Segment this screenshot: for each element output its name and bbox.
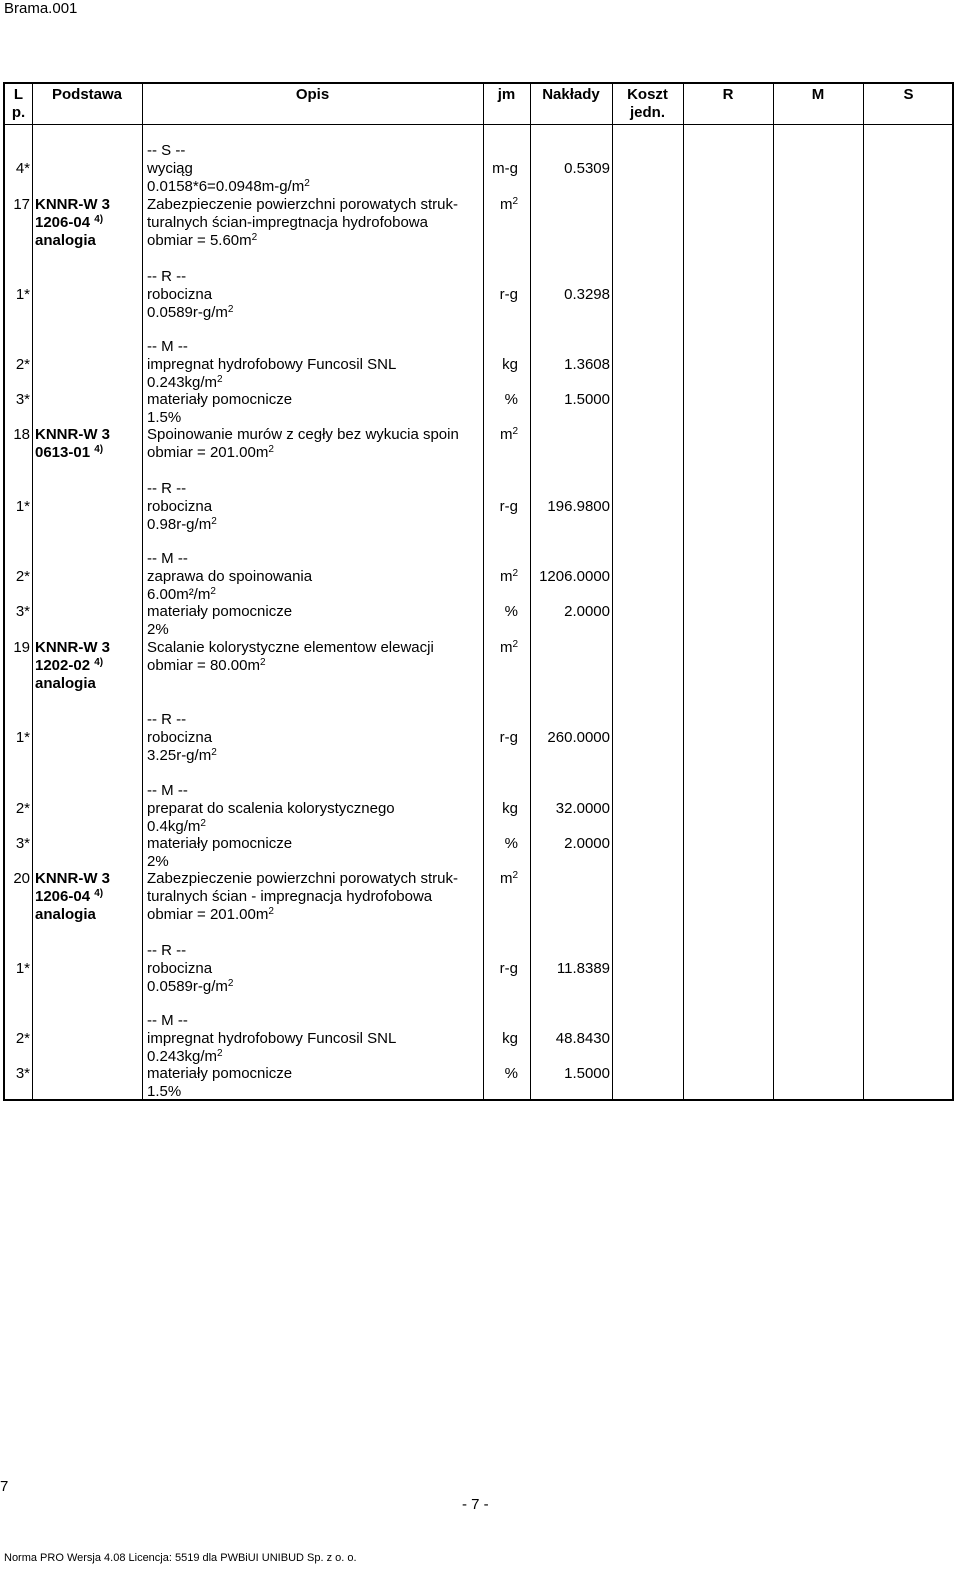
row-text: obmiar = 80.00m 2	[147, 657, 266, 675]
row-jm: %	[504, 1065, 518, 1082]
row-naklady: 1.5000	[564, 391, 610, 408]
row-jm: m 2	[483, 568, 518, 586]
row-naklady: 48.8430	[555, 1030, 610, 1047]
row-jm: kg	[502, 800, 518, 817]
footer-license: Norma PRO Wersja 4.08 Licencja: 5519 dla PWBiUI UNIBUD Sp. z o. o.	[4, 1552, 357, 1564]
column-divider	[863, 84, 864, 1099]
header-opis: Opis	[295, 86, 330, 103]
row-lp: 3*	[15, 1065, 30, 1082]
row-text: -- R --	[147, 480, 187, 497]
row-text: 0.243kg/m 2	[147, 374, 223, 392]
row-naklady: 1.3608	[564, 356, 610, 373]
row-naklady: 2.0000	[564, 603, 610, 620]
row-jm: r-g	[499, 286, 518, 303]
header-jm: jm	[497, 86, 516, 103]
row-basis: 1206-04 $^{4)}$	[35, 214, 104, 231]
row-jm: m 2	[483, 639, 518, 657]
row-text: obmiar = 201.00m 2	[147, 906, 274, 924]
row-naklady: 32.0000	[555, 800, 610, 817]
row-lp: 17	[13, 196, 30, 213]
cost-estimate-table	[3, 82, 954, 1101]
row-text: obmiar = 201.00m 2	[147, 444, 274, 462]
document-title: Brama.001	[4, 0, 78, 17]
row-basis: analogia	[35, 232, 96, 249]
row-text: -- R --	[147, 268, 187, 285]
row-lp: 2*	[15, 1030, 30, 1047]
row-naklady: 196.9800	[547, 498, 610, 515]
column-divider	[142, 84, 143, 1099]
row-jm: r-g	[499, 729, 518, 746]
header-divider	[5, 124, 952, 125]
row-basis: 1206-04 $^{4)}$	[35, 888, 104, 905]
row-text: 0.0158*6=0.0948m-g/m 2	[147, 178, 310, 196]
row-text: -- M --	[147, 1012, 188, 1029]
row-lp: 19	[13, 639, 30, 656]
row-jm: kg	[502, 1030, 518, 1047]
row-naklady: 0.5309	[564, 160, 610, 177]
page-label: - 7 -	[462, 1496, 489, 1513]
row-text: turalnych ścian-impregtnacja hydrofobowa	[147, 214, 428, 231]
header-naklady: Nakłady	[542, 86, 600, 103]
row-lp: 3*	[15, 391, 30, 408]
header-podstawa: Podstawa	[51, 86, 123, 103]
row-lp: 1*	[15, 960, 30, 977]
row-jm: m-g	[492, 160, 518, 177]
row-text: 6.00m²/m 2	[147, 586, 216, 604]
row-lp: 1*	[15, 729, 30, 746]
row-text: materiały pomocnicze	[147, 391, 293, 408]
row-text: materiały pomocnicze	[147, 835, 293, 852]
row-text: robocizna	[147, 729, 213, 746]
row-text: zaprawa do spoinowania	[147, 568, 313, 585]
page-number: 7	[0, 1478, 9, 1495]
row-text: materiały pomocnicze	[147, 1065, 293, 1082]
row-text: 0.0589r-g/m 2	[147, 978, 233, 996]
row-text: impregnat hydrofobowy Funcosil SNL	[147, 1030, 397, 1047]
row-text: -- R --	[147, 711, 187, 728]
row-text: 0.243kg/m 2	[147, 1048, 223, 1066]
row-text: materiały pomocnicze	[147, 603, 293, 620]
row-text: impregnat hydrofobowy Funcosil SNL	[147, 356, 397, 373]
row-jm: %	[504, 835, 518, 852]
row-jm: r-g	[499, 498, 518, 515]
row-text: 2%	[147, 621, 169, 638]
row-text: 0.4kg/m 2	[147, 818, 206, 836]
row-naklady: 0.3298	[564, 286, 610, 303]
row-jm: m 2	[483, 196, 518, 214]
row-lp: 1*	[15, 286, 30, 303]
row-jm: kg	[502, 356, 518, 373]
row-text: 1.5%	[147, 1083, 182, 1100]
row-text: obmiar = 5.60m 2	[147, 232, 257, 250]
row-text: wyciąg	[147, 160, 193, 177]
header-koszt: Koszt jedn.	[627, 86, 668, 121]
row-naklady: 1.5000	[564, 1065, 610, 1082]
row-text: Scalanie kolorystyczne elementow elewacji	[147, 639, 434, 656]
header-r: R	[722, 86, 734, 103]
row-text: 2%	[147, 853, 169, 870]
row-jm: %	[504, 391, 518, 408]
row-lp: 3*	[15, 835, 30, 852]
header-s: S	[903, 86, 914, 103]
row-text: preparat do scalenia kolorystycznego	[147, 800, 395, 817]
row-lp: 1*	[15, 498, 30, 515]
row-text: robocizna	[147, 286, 213, 303]
row-lp: 2*	[15, 568, 30, 585]
row-lp: 2*	[15, 800, 30, 817]
row-basis: KNNR-W 3	[35, 870, 110, 887]
row-text: -- S --	[147, 142, 186, 159]
row-naklady: 11.8389	[556, 960, 610, 977]
row-naklady: 260.0000	[547, 729, 610, 746]
column-divider	[32, 84, 33, 1099]
row-jm: %	[504, 603, 518, 620]
column-divider	[612, 84, 613, 1099]
row-lp: 18	[13, 426, 30, 443]
row-jm: m 2	[483, 426, 518, 444]
row-lp: 20	[13, 870, 30, 887]
row-naklady: 1206.0000	[539, 568, 610, 585]
row-jm: r-g	[499, 960, 518, 977]
row-basis: 0613-01 $^{4)}$	[35, 444, 104, 461]
row-text: 0.98r-g/m 2	[147, 516, 217, 534]
row-text: Zabezpieczenie powierzchni porowatych struk-	[147, 870, 458, 887]
row-text: 0.0589r-g/m 2	[147, 304, 233, 322]
row-lp: 4*	[15, 160, 30, 177]
row-text: -- R --	[147, 942, 187, 959]
row-text: robocizna	[147, 498, 213, 515]
row-basis: KNNR-W 3	[35, 639, 110, 656]
row-basis: analogia	[35, 675, 96, 692]
row-naklady: 2.0000	[564, 835, 610, 852]
row-basis: KNNR-W 3	[35, 426, 110, 443]
row-lp: 2*	[15, 356, 30, 373]
column-divider	[683, 84, 684, 1099]
row-text: Spoinowanie murów z cegły bez wykucia spoin	[147, 426, 459, 443]
header-m: M	[811, 86, 825, 103]
column-divider	[530, 84, 531, 1099]
row-text: 3.25r-g/m 2	[147, 747, 217, 765]
row-jm: m 2	[483, 870, 518, 888]
row-lp: 3*	[15, 603, 30, 620]
row-text: -- M --	[147, 338, 188, 355]
row-text: -- M --	[147, 550, 188, 567]
row-text: -- M --	[147, 782, 188, 799]
column-divider	[773, 84, 774, 1099]
row-text: turalnych ścian - impregnacja hydrofobowa	[147, 888, 433, 905]
row-basis: KNNR-W 3	[35, 196, 110, 213]
row-text: Zabezpieczenie powierzchni porowatych struk-	[147, 196, 458, 213]
row-text: 1.5%	[147, 409, 182, 426]
header-lp: L p.	[11, 86, 26, 121]
row-basis: analogia	[35, 906, 96, 923]
row-basis: 1202-02 $^{4)}$	[35, 657, 104, 674]
column-divider	[483, 84, 484, 1099]
row-text: robocizna	[147, 960, 213, 977]
